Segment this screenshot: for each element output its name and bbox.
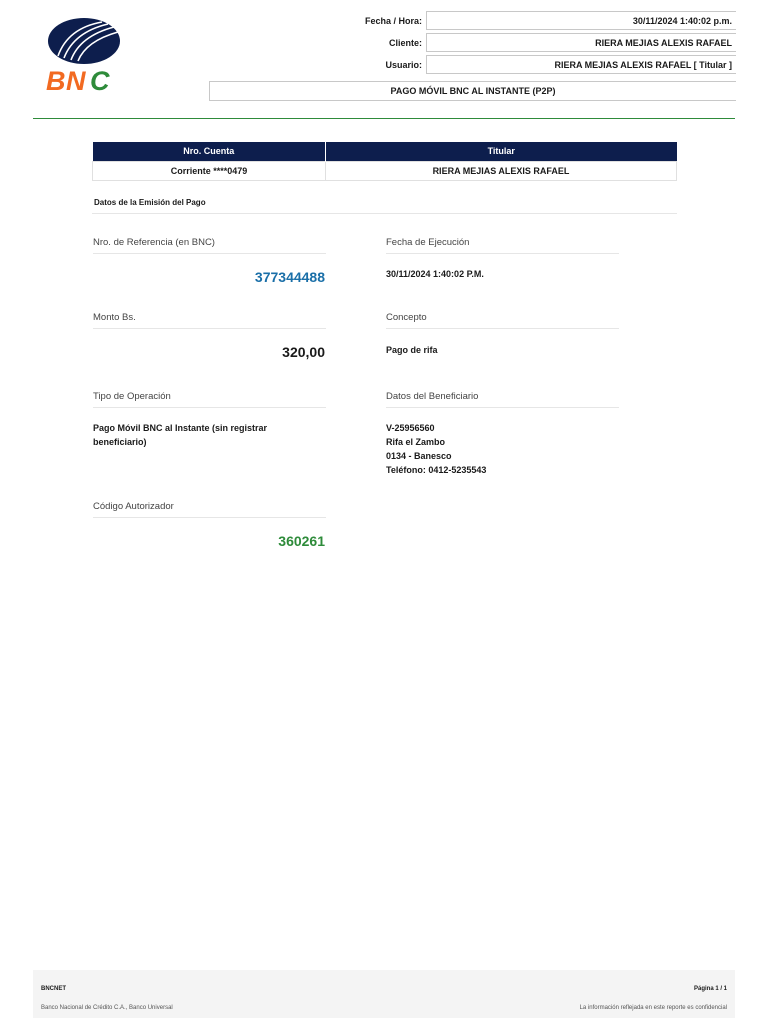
beneficiario-field — [386, 391, 619, 408]
beneficiario-bank: 0134 - Banesco — [386, 451, 452, 461]
field-divider — [93, 328, 326, 329]
table-row — [93, 161, 677, 180]
field-divider — [386, 253, 619, 254]
field-divider — [386, 407, 619, 408]
field-divider — [93, 407, 326, 408]
beneficiario-id: V-25956560 — [386, 423, 435, 433]
tipo-operacion-label: Tipo de Operación — [93, 391, 171, 402]
fecha-row — [330, 11, 736, 30]
header-divider — [33, 118, 735, 119]
footer-page: Página 1 / 1 — [693, 986, 727, 992]
codigo-field — [93, 501, 326, 518]
field-divider — [93, 517, 326, 518]
beneficiario-value — [386, 421, 619, 477]
tipo-operacion-value — [93, 421, 326, 449]
account-table — [92, 142, 677, 181]
monto-label: Monto Bs. — [93, 312, 136, 323]
section-title: Datos de la Emisión del Pago — [94, 198, 206, 207]
footer-notice: La información reflejada en este reporte es confidencial — [579, 1005, 727, 1011]
codigo-label: Código Autorizador — [93, 501, 174, 512]
tipo-operacion-field — [93, 391, 326, 408]
concepto-field — [386, 312, 619, 329]
cliente-label: Cliente: — [388, 37, 422, 48]
page-footer — [33, 970, 735, 1018]
referencia-label: Nro. de Referencia (en BNC) — [93, 237, 215, 248]
beneficiario-name: Rifa el Zambo — [386, 437, 446, 447]
beneficiario-label: Datos del Beneficiario — [386, 391, 479, 402]
svg-text:B: B — [46, 66, 66, 96]
field-divider — [386, 328, 619, 329]
section-divider — [92, 213, 677, 214]
fecha-ejecucion-value: 30/11/2024 1:40:02 P.M. — [386, 269, 484, 279]
svg-text:C: C — [90, 66, 110, 96]
col-header-cuenta: Nro. Cuenta — [93, 142, 326, 161]
fecha-label: Fecha / Hora: — [364, 15, 422, 26]
beneficiario-phone: Teléfono: 0412-5235543 — [386, 465, 487, 475]
footer-bank: Banco Nacional de Crédito C.A., Banco Universal — [41, 1005, 173, 1011]
cliente-row — [330, 33, 736, 52]
cliente-value: RIERA MEJIAS ALEXIS RAFAEL — [426, 33, 736, 52]
usuario-row — [330, 55, 736, 74]
usuario-value: RIERA MEJIAS ALEXIS RAFAEL [ Titular ] — [426, 55, 736, 74]
concepto-value: Pago de rifa — [386, 345, 438, 355]
field-divider — [93, 253, 326, 254]
svg-text:N: N — [66, 66, 86, 96]
document-title: PAGO MÓVIL BNC AL INSTANTE (P2P) — [209, 81, 736, 101]
tipo-operacion-line: Pago Móvil BNC al Instante (sin registrar — [93, 423, 268, 433]
monto-field — [93, 312, 326, 329]
fecha-ejecucion-label: Fecha de Ejecución — [386, 237, 470, 248]
bnc-logo — [44, 16, 128, 96]
fecha-value: 30/11/2024 1:40:02 p.m. — [426, 11, 736, 30]
footer-site: BNCNET — [41, 986, 66, 992]
account-number-cell: Corriente ****0479 — [93, 161, 326, 180]
tipo-operacion-line: beneficiario) — [93, 437, 147, 447]
concepto-label: Concepto — [386, 312, 427, 323]
fecha-ejecucion-field — [386, 237, 619, 254]
monto-value: 320,00 — [282, 344, 325, 360]
referencia-field — [93, 237, 326, 254]
codigo-value: 360261 — [278, 533, 325, 549]
col-header-titular: Titular — [326, 142, 677, 161]
referencia-value: 377344488 — [254, 269, 325, 285]
usuario-label: Usuario: — [385, 59, 422, 70]
account-holder-cell: RIERA MEJIAS ALEXIS RAFAEL — [326, 161, 677, 180]
